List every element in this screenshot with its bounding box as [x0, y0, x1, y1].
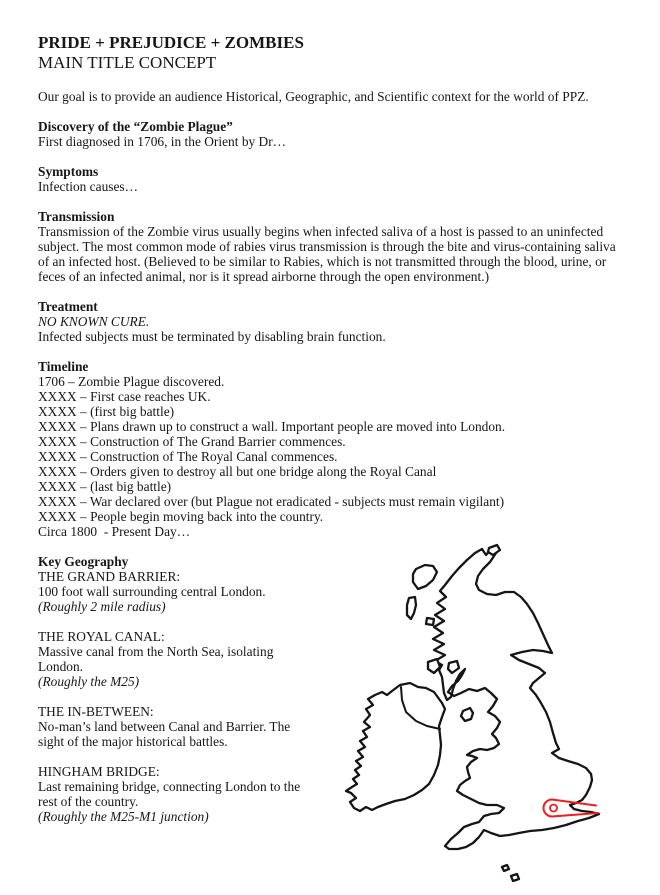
timeline-entry: 1706 – Zombie Plague discovered.	[38, 374, 225, 389]
section-timeline	[38, 359, 638, 539]
timeline-entry: Circa 1800 - Present Day…	[38, 524, 191, 539]
shetland-island	[488, 545, 500, 555]
section-heading-symptoms: Symptoms	[38, 164, 99, 179]
transmission-line: subject. The most common mode of rabies virus transmission is through the bite and virus-containing saliva	[38, 239, 616, 254]
treatment-cure-line: NO KNOWN CURE.	[38, 314, 150, 329]
section-discovery	[38, 119, 638, 149]
key-geography-item-line: sight of the major historical battles.	[38, 734, 228, 749]
orkney-island	[413, 565, 437, 589]
section-symptoms	[38, 164, 638, 194]
intro-section	[38, 89, 638, 104]
channel-island	[502, 865, 509, 871]
section-heading-treatment: Treatment	[38, 299, 98, 314]
uk-ireland-map-drawing	[330, 537, 660, 895]
isle-of-man	[461, 708, 473, 721]
treatment-body: Infected subjects must be terminated by disabling brain function.	[38, 329, 386, 344]
key-geography-item	[38, 704, 330, 749]
document-title: PRIDE + PREJUDICE + ZOMBIES	[38, 33, 304, 52]
timeline-entry: XXXX – (first big battle)	[38, 404, 175, 419]
timeline-entry: XXXX – (last big battle)	[38, 479, 172, 494]
great-britain-outline	[433, 549, 599, 849]
timeline-entry: XXXX – People begin moving back into the country.	[38, 509, 324, 524]
timeline-entry: XXXX – Plans drawn up to construct a wall. Important people are moved into London.	[38, 419, 506, 434]
timeline-entry: XXXX – First case reaches UK.	[38, 389, 211, 404]
key-geography-item-title: THE GRAND BARRIER:	[38, 569, 181, 584]
key-geography-item-title: THE IN-BETWEEN:	[38, 704, 154, 719]
section-heading-discovery: Discovery of the “Zombie Plague”	[38, 119, 233, 134]
channel-island	[511, 874, 519, 881]
key-geography-item	[38, 764, 330, 824]
section-heading-key-geography: Key Geography	[38, 554, 129, 569]
key-geography-item-line: Last remaining bridge, connecting London to the	[38, 779, 301, 794]
symptoms-body: Infection causes…	[38, 179, 139, 194]
timeline-entry: XXXX – Orders given to destroy all but one bridge along the Royal Canal	[38, 464, 437, 479]
key-geography-item-line: No-man’s land between Canal and Barrier. The	[38, 719, 291, 734]
key-geography-item-line: rest of the country.	[38, 794, 139, 809]
key-geography-item-note: (Roughly the M25-M1 junction)	[38, 809, 209, 824]
ireland-outline	[346, 683, 445, 811]
timeline-entry: XXXX – Construction of The Grand Barrier commences.	[38, 434, 346, 449]
timeline-entry: XXXX – Construction of The Royal Canal commences.	[38, 449, 338, 464]
key-geography-item-title: THE ROYAL CANAL:	[38, 629, 165, 644]
key-geography-item-title: HINGHAM BRIDGE:	[38, 764, 160, 779]
section-transmission	[38, 209, 638, 284]
transmission-line: Transmission of the Zombie virus usually begins when infected saliva of a host is passed to an uninfected	[38, 224, 604, 239]
northern-isle	[426, 618, 434, 625]
timeline-entry: XXXX – War declared over (but Plague not eradicated - subjects must remain vigilant)	[38, 494, 505, 509]
key-geography-item-note: (Roughly 2 mile radius)	[38, 599, 166, 614]
document-subtitle: MAIN TITLE CONCEPT	[38, 53, 217, 72]
discovery-body: First diagnosed in 1706, in the Orient by Dr…	[38, 134, 287, 149]
key-geography-item	[38, 569, 330, 614]
intro-paragraph: Our goal is to provide an audience Historical, Geographic, and Scientific context for the world of PPZ.	[38, 89, 589, 104]
key-geography-item	[38, 629, 330, 689]
key-geography-item-line: London.	[38, 659, 84, 674]
key-geography-item-line: Massive canal from the North Sea, isolating	[38, 644, 274, 659]
section-heading-timeline: Timeline	[38, 359, 89, 374]
section-key-geography	[38, 554, 330, 824]
transmission-line: feces of an infected animal, nor is it spread airborne through the open environment.)	[38, 269, 490, 284]
northern-isle	[407, 597, 416, 619]
uk-ireland-map	[330, 537, 660, 895]
section-heading-transmission: Transmission	[38, 209, 115, 224]
key-geography-item-note: (Roughly the M25)	[38, 674, 140, 689]
key-geography-item-line: 100 foot wall surrounding central London.	[38, 584, 266, 599]
transmission-line: of an infected host. (Believed to be similar to Rabies, which is not transmitted through the blood, urine, or	[38, 254, 607, 269]
section-treatment	[38, 299, 638, 344]
